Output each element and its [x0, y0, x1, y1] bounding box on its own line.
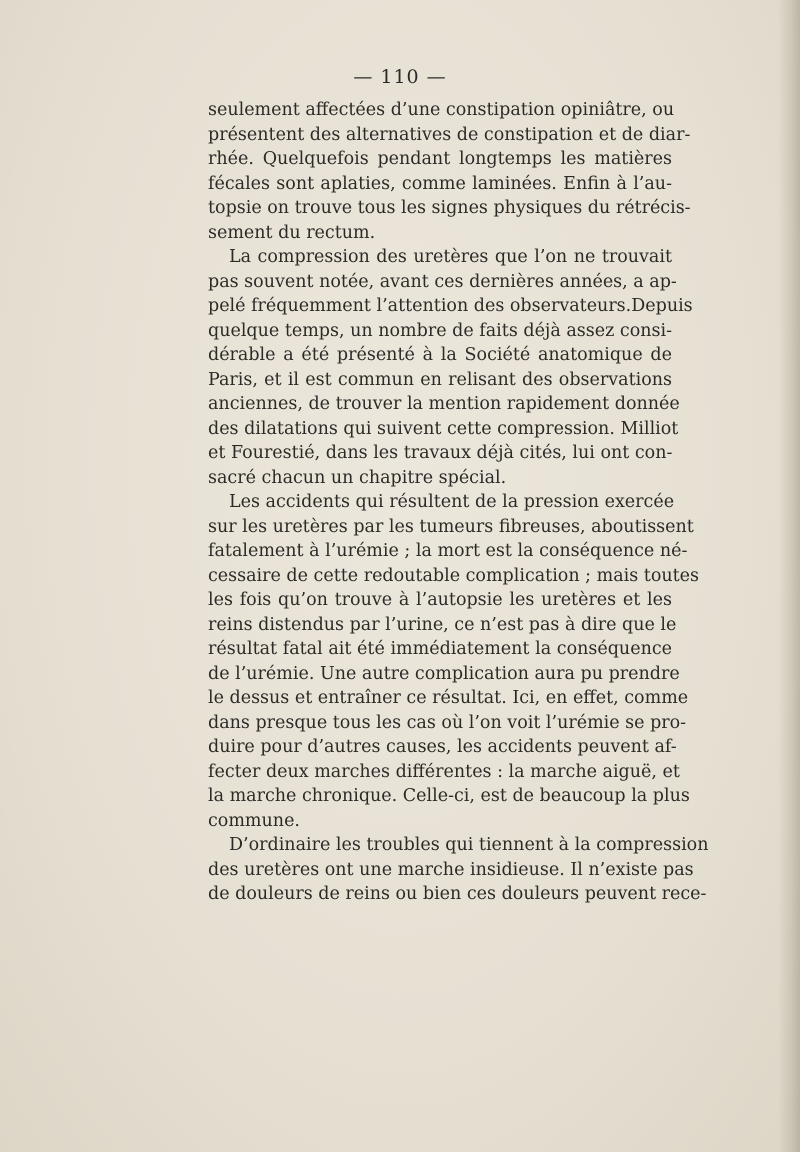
text-line: la marche chronique. Celle-ci, est de beaucoup la plus	[208, 786, 690, 806]
text-line: des uretères ont une marche insidieuse. Il n’existe pas	[208, 859, 694, 880]
text-line: dans presque tous les cas où l’on voit l’urémie se pro-	[208, 712, 687, 733]
text-line: duire pour d’autres causes, les accidents peuvent af-	[208, 737, 677, 757]
text-line: le dessus et entraîner ce résultat. Ici, en effet, comme	[208, 688, 689, 708]
text-line: Paris, et il est commun en relisant des observations	[208, 369, 672, 390]
text-line: sement du rectum.	[208, 222, 376, 243]
text-line: de l’urémie. Une autre complication aura pu prendre	[208, 663, 680, 684]
text-line: cessaire de cette redoutable complication ; mais toutes	[208, 565, 700, 586]
text-line: fatalement à l’urémie ; la mort est la conséquence né-	[208, 541, 688, 561]
text-line: fecter deux marches différentes : la marche aiguë, et	[208, 761, 680, 782]
text-line: des dilatations qui suivent cette compression. Milliot	[208, 418, 679, 439]
text-line: pelé fréquemment l’attention des observateurs.Depuis	[208, 296, 693, 316]
text-line: de douleurs de reins ou bien ces douleurs peuvent rece-	[208, 884, 707, 904]
text-line: et Fourestié, dans les travaux déjà cités, lui ont con-	[208, 443, 673, 463]
text-line: quelque temps, un nombre de faits déjà assez consi-	[208, 320, 672, 341]
text-line: seulement affectées d’une constipation opiniâtre, ou	[208, 100, 675, 120]
text-line: commune.	[208, 810, 300, 831]
paragraph-start: La compression des uretères que l’on ne trouvait	[229, 247, 672, 267]
page-number: — 110 —	[353, 66, 447, 88]
body-text	[208, 98, 709, 907]
text-line: pas souvent notée, avant ces dernières années, a ap-	[208, 271, 677, 292]
paragraph-start: Les accidents qui résultent de la pression exercée	[229, 492, 675, 512]
text-line: les fois qu’on trouve à l’autopsie les uretères et les	[208, 590, 672, 610]
text-line: topsie on trouve tous les signes physiques du rétrécis-	[208, 198, 691, 218]
text-line: présentent des alternatives de constipation et de diar-	[208, 124, 691, 145]
page-edge-shadow	[778, 0, 800, 1152]
paragraph-start: D’ordinaire les troubles qui tiennent à la compression	[229, 835, 709, 855]
text-line: rhée. Quelquefois pendant longtemps les matières	[208, 149, 672, 169]
text-line: fécales sont aplaties, comme laminées. Enfin à l’au-	[208, 173, 672, 194]
text-line: sacré chacun un chapitre spécial.	[208, 467, 507, 488]
text-line: anciennes, de trouver la mention rapidement donnée	[208, 394, 680, 414]
text-line: sur les uretères par les tumeurs fibreuses, aboutissent	[208, 516, 694, 537]
text-line: résultat fatal ait été immédiatement la conséquence	[208, 639, 672, 659]
text-line: reins distendus par l’urine, ce n’est pas à dire que le	[208, 614, 677, 635]
text-line: dérable a été présenté à la Société anatomique de	[208, 345, 672, 365]
